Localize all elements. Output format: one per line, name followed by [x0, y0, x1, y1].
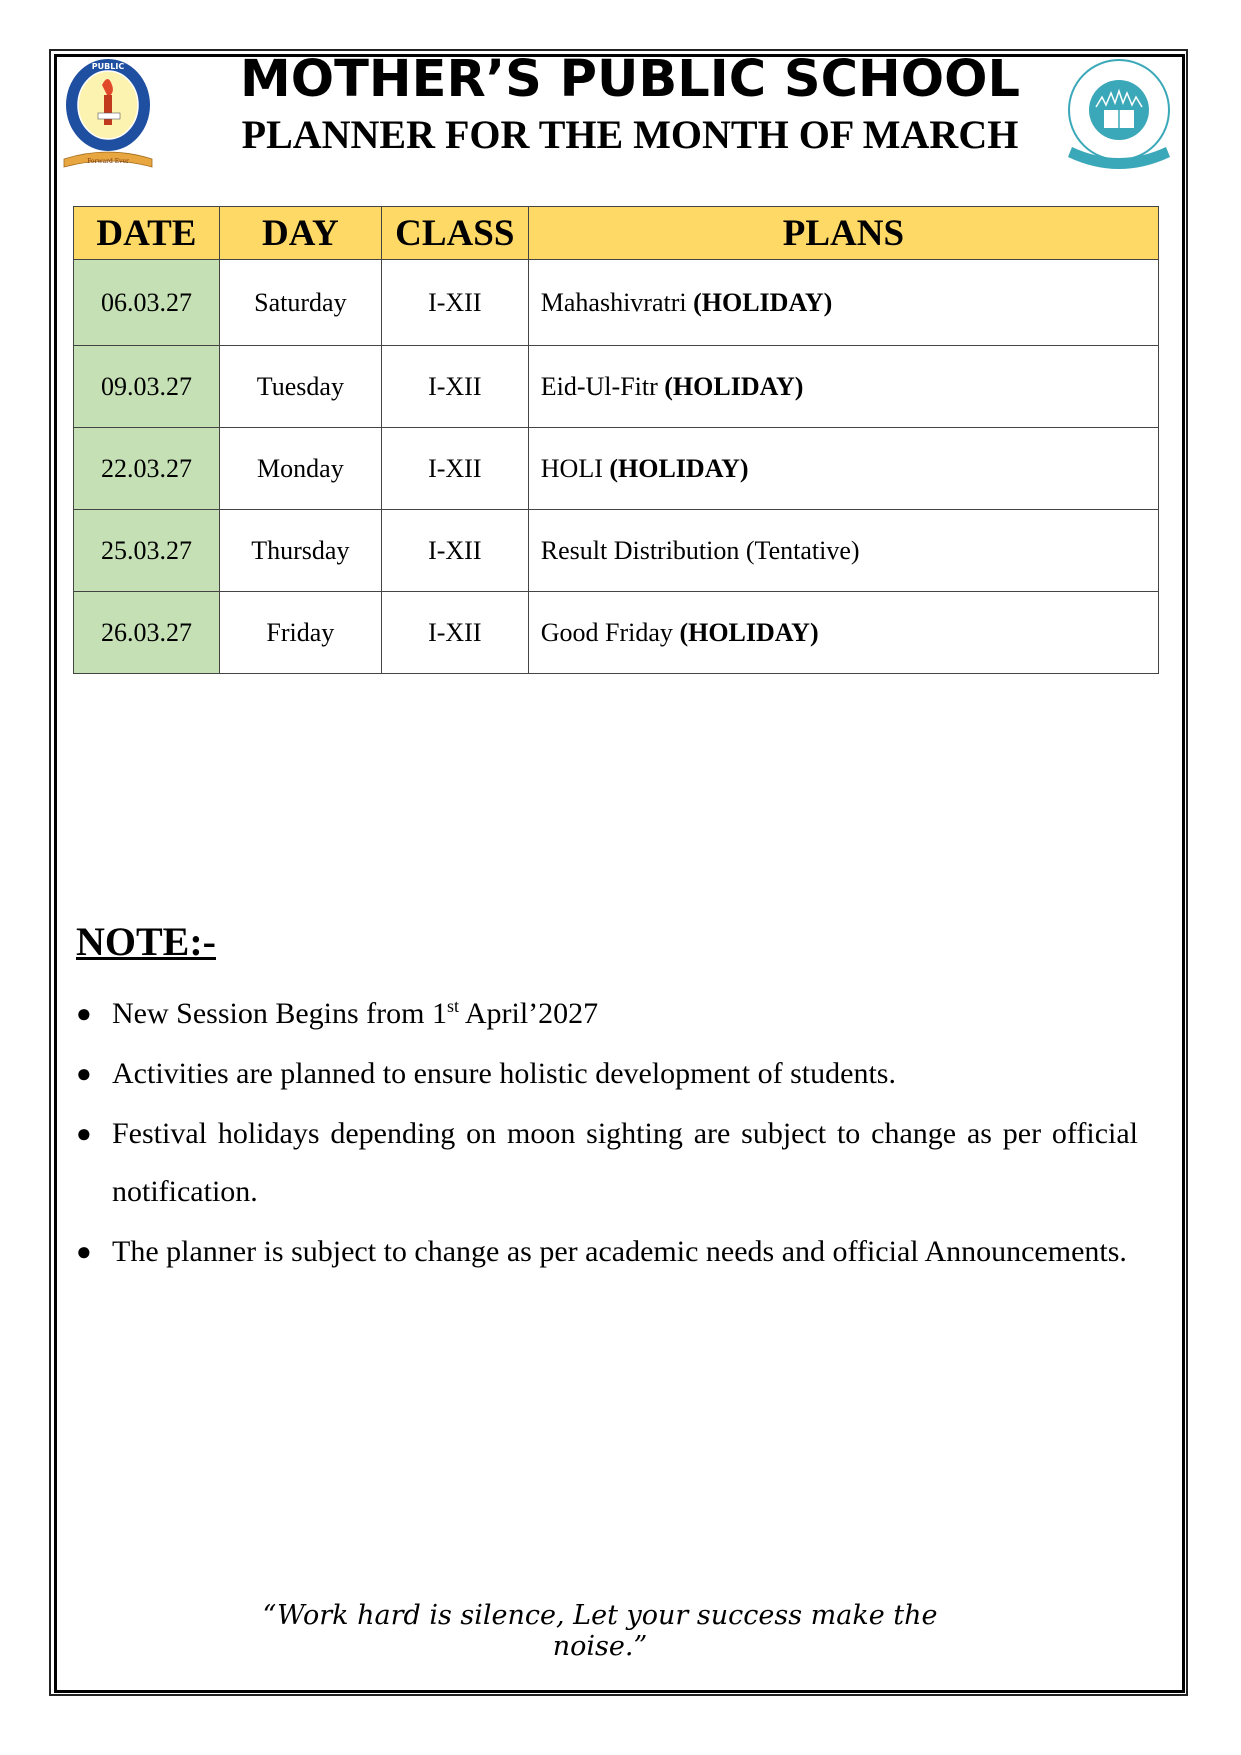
plan-text: Mahashivratri — [540, 287, 687, 317]
date-cell: 09.03.27 — [74, 346, 220, 428]
school-name: MOTHER’S PUBLIC SCHOOL — [240, 50, 1020, 109]
day-cell: Saturday — [219, 260, 381, 346]
bullet-icon: ● — [76, 1237, 92, 1266]
planner-table — [73, 206, 1159, 674]
notes-list — [76, 985, 1138, 1283]
bullet-icon: ● — [76, 999, 92, 1028]
plan-cell — [528, 346, 1158, 428]
table-row — [74, 592, 1159, 674]
holiday-tag: (HOLIDAY) — [679, 617, 819, 647]
day-cell: Thursday — [219, 510, 381, 592]
note-item: ● Festival holidays depending on moon sighting are subject to change as per official notification. — [76, 1105, 1138, 1221]
plan-text: HOLI — [540, 453, 603, 483]
plan-cell — [528, 260, 1158, 346]
note-item: ● New Session Begins from 1st April’2027 — [76, 985, 1138, 1043]
column-header-date: DATE — [74, 207, 220, 260]
class-cell: I-XII — [381, 510, 528, 592]
table-row — [74, 346, 1159, 428]
svg-text:Forward Ever: Forward Ever — [87, 158, 129, 165]
table-row — [74, 260, 1159, 346]
date-cell: 06.03.27 — [74, 260, 220, 346]
board-logo — [1064, 55, 1174, 177]
note-heading: NOTE:- — [76, 919, 216, 964]
column-header-class: CLASS — [381, 207, 528, 260]
motto-quote: “Work hard is silence, Let your success make the noise.” — [262, 1600, 938, 1662]
bullet-icon: ● — [76, 1059, 92, 1088]
date-cell: 25.03.27 — [74, 510, 220, 592]
day-cell: Friday — [219, 592, 381, 674]
bullet-icon: ● — [76, 1119, 92, 1148]
note-item: ● The planner is subject to change as per academic needs and official Announcements. — [76, 1223, 1138, 1281]
note-item: ● Activities are planned to ensure holistic development of students. — [76, 1045, 1138, 1103]
table-row — [74, 428, 1159, 510]
day-cell: Monday — [219, 428, 381, 510]
table-header-row — [74, 207, 1159, 260]
plan-text: Result Distribution (Tentative) — [540, 535, 860, 565]
column-header-day: DAY — [219, 207, 381, 260]
plan-text: Good Friday — [540, 617, 673, 647]
column-header-plans: PLANS — [528, 207, 1158, 260]
plan-cell — [528, 428, 1158, 510]
class-cell: I-XII — [381, 260, 528, 346]
holiday-tag: (HOLIDAY) — [664, 371, 804, 401]
plan-cell — [528, 592, 1158, 674]
class-cell: I-XII — [381, 346, 528, 428]
table-row — [74, 510, 1159, 592]
class-cell: I-XII — [381, 592, 528, 674]
holiday-tag: (HOLIDAY) — [693, 287, 833, 317]
date-cell: 26.03.27 — [74, 592, 220, 674]
plan-cell — [528, 510, 1158, 592]
date-cell: 22.03.27 — [74, 428, 220, 510]
svg-text:PUBLIC: PUBLIC — [91, 62, 125, 71]
plan-text: Eid-Ul-Fitr — [540, 371, 658, 401]
planner-title: PLANNER FOR THE MONTH OF MARCH — [241, 112, 1019, 157]
class-cell: I-XII — [381, 428, 528, 510]
holiday-tag: (HOLIDAY) — [609, 453, 749, 483]
day-cell: Tuesday — [219, 346, 381, 428]
school-logo — [58, 55, 158, 173]
ordinal-suffix: st — [446, 996, 459, 1016]
